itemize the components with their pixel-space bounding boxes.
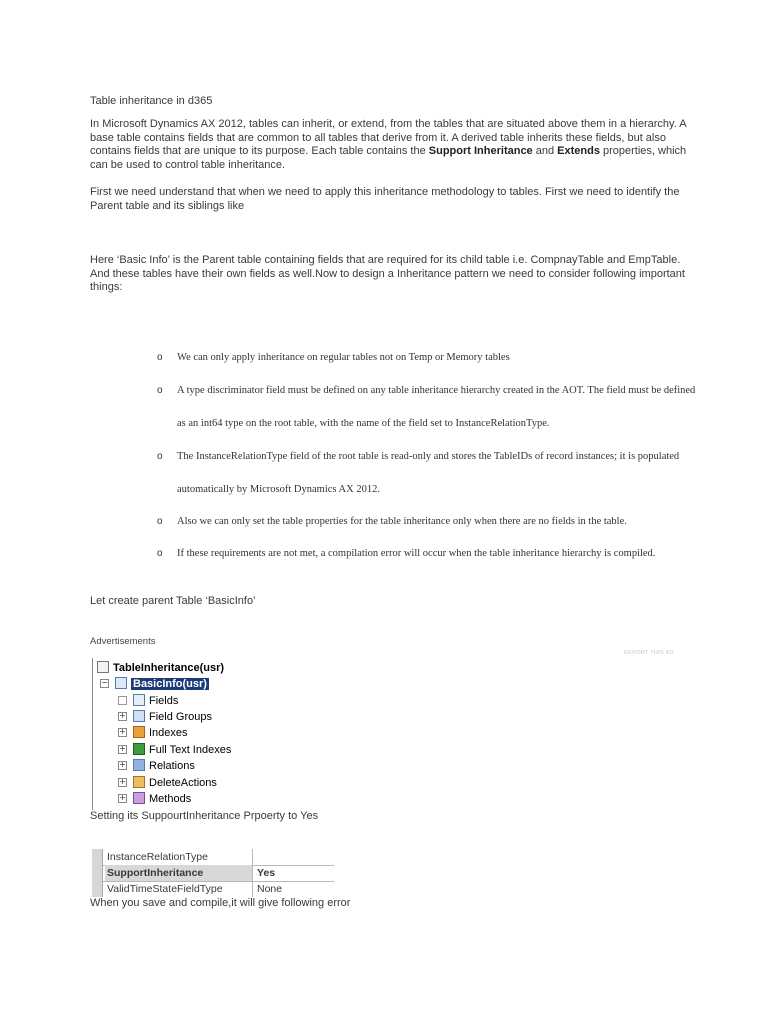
- intro-text-3: properties, which can be used to control table inheritance.: [90, 145, 687, 171]
- full-text-indexes-icon: [133, 743, 145, 755]
- aot-node-label: Field Groups: [149, 711, 212, 723]
- empty-node-box: [118, 696, 127, 705]
- expand-icon[interactable]: +: [119, 727, 126, 736]
- bullet-marker: o: [157, 516, 163, 527]
- bullet-marker: o: [157, 548, 163, 559]
- expand-icon[interactable]: +: [119, 711, 126, 720]
- property-row[interactable]: [103, 881, 334, 897]
- bullet-text: Also we can only set the table properties for the table inheritance only when there are no fields in the table.: [177, 516, 627, 527]
- aot-node-indexes[interactable]: [133, 725, 188, 741]
- basic-info-paragraph: Here ‘Basic Info’ is the Parent table containing fields that are required for its child table i.e. CompnayTable and EmpTable. And these tables have their own fields as well.Now to design a Inheritance pattern we need to consider following important things:: [90, 254, 685, 293]
- aot-table-node[interactable]: [115, 676, 209, 692]
- field-groups-icon: [133, 710, 145, 722]
- aot-node-label: Indexes: [149, 727, 188, 739]
- property-value: Yes: [257, 867, 276, 879]
- collapse-icon[interactable]: −: [101, 678, 108, 687]
- aot-node-label: DeleteActions: [149, 777, 217, 789]
- aot-node-label: Methods: [149, 793, 192, 805]
- aot-node-full-text-indexes[interactable]: [133, 742, 231, 758]
- bullet-text: The InstanceRelationType field of the root table is read-only and stores the TableIDs of record instances; it is populated automatically by Microsoft Dynamics AX 2012.: [177, 451, 680, 495]
- aot-node-fields[interactable]: [133, 693, 178, 709]
- relations-icon: [133, 759, 145, 771]
- extends-term: Extends: [557, 145, 600, 157]
- aot-node-delete-actions[interactable]: [133, 775, 217, 791]
- aot-root-node[interactable]: [97, 660, 224, 676]
- intro-text-1: In Microsoft Dynamics AX 2012, tables can inherit, or extend, from the tables that are situated above them in a hierarchy. A base table contains fields that are common to all tables that derive from it. A derived table inherits these fields, but also contains fields that are unique to its purpose. Each table contains the: [90, 118, 686, 157]
- property-name: SupportInheritance: [105, 865, 253, 881]
- indexes-icon: [133, 726, 145, 738]
- page-title: Table inheritance in d365: [90, 95, 213, 107]
- bullet-text: A type discriminator field must be defined on any table inheritance hierarchy created in the AOT. The field must be defined as an int64 type on the root table, with the name of the field set to InstanceRelationType.: [177, 385, 696, 429]
- parent-table-paragraph: First we need understand that when we need to apply this inheritance methodology to tables. First we need to identify the Parent table and its siblings like: [90, 186, 680, 212]
- table-group-icon: [97, 661, 109, 673]
- grid-left-bar: [92, 849, 103, 897]
- expand-icon[interactable]: +: [119, 760, 126, 769]
- advertisements-label: Advertisements: [90, 636, 156, 647]
- expand-icon[interactable]: +: [119, 744, 126, 753]
- aot-node-field-groups[interactable]: [133, 709, 212, 725]
- bullet-text: If these requirements are not met, a compilation error will occur when the table inheritance hierarchy is compiled.: [177, 548, 656, 559]
- property-row[interactable]: [103, 849, 334, 866]
- property-grid: [92, 849, 334, 897]
- bullet-text: We can only apply inheritance on regular tables not on Temp or Memory tables: [177, 352, 510, 363]
- methods-icon: [133, 792, 145, 804]
- expand-icon[interactable]: +: [119, 777, 126, 786]
- aot-table-label: BasicInfo(usr): [133, 678, 207, 690]
- aot-tree: [92, 658, 253, 810]
- expand-icon[interactable]: +: [119, 793, 126, 802]
- aot-node-relations[interactable]: [133, 758, 195, 774]
- property-name: InstanceRelationType: [105, 849, 253, 865]
- aot-node-label: Relations: [149, 760, 195, 772]
- property-row-selected[interactable]: [103, 865, 334, 882]
- delete-actions-icon: [133, 776, 145, 788]
- bullet-marker: o: [157, 385, 163, 396]
- support-inheritance-paragraph: Setting its SuppourtInheritance Prpoerty to Yes: [90, 810, 319, 822]
- intro-text-2: and: [532, 145, 558, 157]
- bullet-marker: o: [157, 451, 163, 462]
- report-ad-link[interactable]: REPORT THIS AD: [624, 650, 674, 656]
- property-value: None: [257, 883, 283, 895]
- fields-icon: [133, 694, 145, 706]
- aot-node-label: Fields: [149, 695, 179, 707]
- intro-paragraph: [90, 118, 690, 172]
- aot-root-label: TableInheritance(usr): [113, 662, 225, 674]
- support-inheritance-term: Support Inheritance: [428, 145, 533, 157]
- aot-node-label: Full Text Indexes: [149, 744, 232, 756]
- aot-node-methods[interactable]: [133, 791, 191, 807]
- compile-error-paragraph: When you save and compile,it will give following error: [90, 897, 351, 909]
- create-parent-paragraph: Let create parent Table ‘BasicInfo’: [90, 595, 256, 607]
- table-icon: [115, 677, 127, 689]
- bullet-marker: o: [157, 352, 163, 363]
- property-name: ValidTimeStateFieldType: [105, 881, 253, 897]
